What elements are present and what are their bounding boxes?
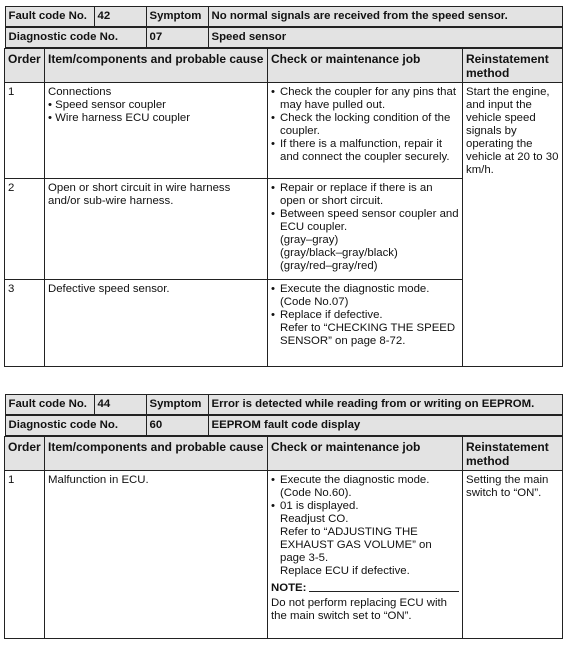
note-rule	[309, 591, 459, 592]
order-cell: 1	[5, 83, 45, 179]
cause-title: Connections	[48, 86, 112, 98]
order-cell: 1	[5, 471, 45, 639]
check-cell	[268, 83, 463, 179]
note-text: Do not perform replacing ECU with the main switch set to “ON”.	[271, 597, 447, 622]
reinstatement-cell: Start the engine, and input the vehicle speed signals by operating the vehicle at 20 to 30 km/h.	[463, 83, 563, 367]
table-row	[5, 471, 563, 639]
check-item: • Execute the diagnostic mode. (Code No.60).	[271, 474, 430, 499]
diagnostic-code-value: 60	[146, 416, 208, 436]
column-header-row	[5, 49, 563, 83]
wire-pair: (gray–gray)	[280, 234, 339, 246]
fault-code-value: 44	[94, 395, 146, 415]
fault-header-row	[5, 6, 563, 27]
col-reinstatement: Reinstatement method	[463, 49, 563, 83]
fault-code-label: Fault code No.	[5, 7, 94, 27]
check-cell	[268, 471, 463, 639]
diagnostic-name: Speed sensor	[208, 28, 562, 48]
wire-pair: (gray/red–gray/red)	[280, 260, 378, 272]
fault-code-label: Fault code No.	[5, 395, 94, 415]
symptom-label: Symptom	[146, 7, 208, 27]
diagnostic-code-label: Diagnostic code No.	[5, 416, 146, 436]
cause-cell	[45, 83, 268, 179]
order-cell: 2	[5, 179, 45, 280]
col-check-job: Check or maintenance job	[268, 49, 463, 83]
reinstatement-cell: Setting the main switch to “ON”.	[463, 471, 563, 639]
check-cell	[268, 179, 463, 280]
table-row	[5, 83, 563, 179]
check-item: • 01 is displayed. Readjust CO. Refer to “ADJUSTING THE EXHAUST GAS VOLUME” on page 3-5. Replace ECU if defective.	[271, 500, 459, 578]
check-item: • Execute the diagnostic mode. (Code No.07)	[271, 283, 430, 308]
check-cell	[268, 280, 463, 367]
column-header-row	[5, 437, 563, 471]
diagnostic-header-row	[5, 27, 563, 49]
fault-table-42	[4, 6, 563, 367]
col-order: Order	[5, 49, 45, 83]
check-item: • Between speed sensor coupler and ECU coupler. (gray–gray) (gray/black–gray/black) (gray/red–gray/red)	[271, 208, 459, 272]
cause-cell: Defective speed sensor.	[45, 280, 268, 367]
check-item: • If there is a malfunction, repair it and connect the coupler securely.	[271, 138, 450, 163]
cause-item: • Wire harness ECU coupler	[48, 112, 190, 124]
check-item: • Check the locking condition of the coupler.	[271, 112, 451, 137]
col-reinstatement: Reinstatement method	[463, 437, 563, 471]
diagnostic-code-value: 07	[146, 28, 208, 48]
follow-line: Replace ECU if defective.	[280, 565, 410, 577]
check-item: • Check the coupler for any pins that may have pulled out.	[271, 86, 457, 111]
order-cell: 3	[5, 280, 45, 367]
cause-cell: Malfunction in ECU.	[45, 471, 268, 639]
note-heading: NOTE:	[271, 582, 459, 595]
diagnostic-header-row	[5, 415, 563, 437]
symptom-text: Error is detected while reading from or writing on EEPROM.	[208, 395, 562, 415]
cause-cell: Open or short circuit in wire harness and/or sub-wire harness.	[45, 179, 268, 280]
fault-header-row	[5, 394, 563, 415]
diagnostic-code-label: Diagnostic code No.	[5, 28, 146, 48]
fault-table-44	[4, 394, 563, 639]
col-item-components: Item/components and probable cause	[45, 49, 268, 83]
col-order: Order	[5, 437, 45, 471]
diagnostic-name: EEPROM fault code display	[208, 416, 562, 436]
check-item: • Replace if defective. Refer to “CHECKING THE SPEED SENSOR” on page 8-72.	[271, 309, 459, 348]
fault-code-value: 42	[94, 7, 146, 27]
refer-text: Refer to “CHECKING THE SPEED SENSOR” on page 8-72.	[280, 322, 456, 347]
col-item-components: Item/components and probable cause	[45, 437, 268, 471]
check-item: • Repair or replace if there is an open or short circuit.	[271, 182, 433, 207]
symptom-label: Symptom	[146, 395, 208, 415]
cause-item: • Speed sensor coupler	[48, 99, 166, 111]
follow-line: Refer to “ADJUSTING THE EXHAUST GAS VOLUME” on page 3-5.	[280, 526, 432, 564]
wire-pair: (gray/black–gray/black)	[280, 247, 398, 259]
col-check-job: Check or maintenance job	[268, 437, 463, 471]
symptom-text: No normal signals are received from the speed sensor.	[208, 7, 562, 27]
follow-line: Readjust CO.	[280, 513, 349, 525]
